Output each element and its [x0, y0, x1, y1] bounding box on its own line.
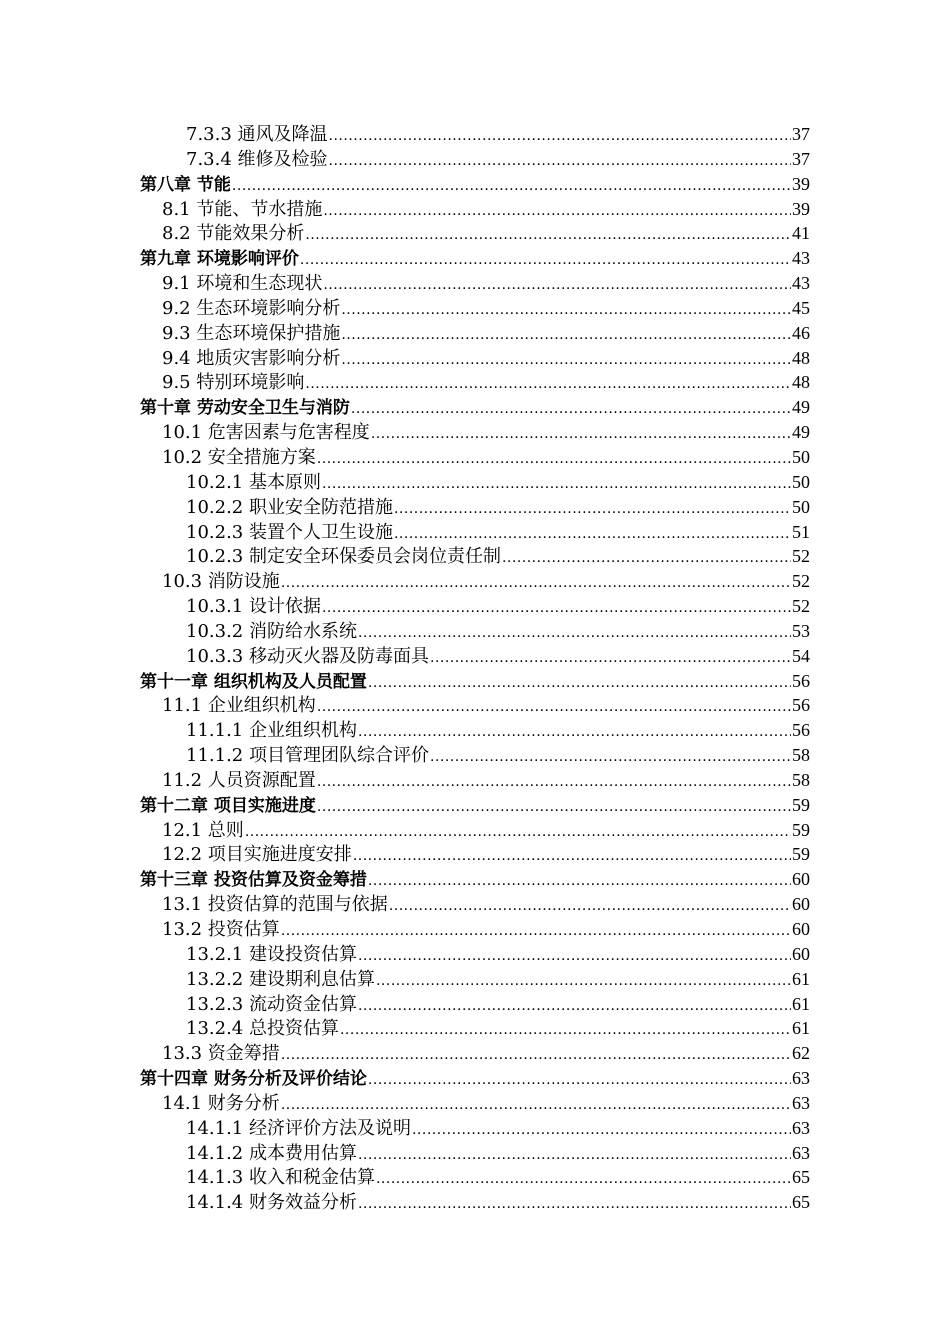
toc-entry-page-number: 50	[792, 496, 810, 517]
toc-entry-page-number: 48	[792, 372, 810, 393]
toc-entry-title: 10.3 消防设施	[162, 571, 280, 593]
toc-dot-leader	[245, 820, 791, 845]
toc-entry[interactable]	[140, 271, 810, 296]
toc-entry[interactable]	[140, 1091, 810, 1116]
toc-entry-title: 11.1.2 项目管理团队综合评价	[186, 745, 429, 767]
toc-entry[interactable]	[140, 892, 810, 917]
toc-entry-page-number: 61	[792, 1018, 810, 1039]
toc-entry-page-number: 61	[792, 993, 810, 1014]
toc-entry-title: 10.1 危害因素与危害程度	[162, 422, 370, 444]
toc-entry-title: 第十四章 财务分析及评价结论	[140, 1069, 367, 1090]
toc-entry-title: 14.1 财务分析	[162, 1092, 280, 1114]
toc-dot-leader	[300, 248, 791, 273]
toc-entry-title: 7.3.4 维修及检验	[186, 148, 328, 170]
toc-dot-leader	[317, 447, 791, 472]
toc-entry[interactable]	[140, 296, 810, 321]
toc-dot-leader	[358, 720, 791, 745]
toc-entry-page-number: 63	[792, 1142, 810, 1163]
toc-entry-title: 14.1.1 经济评价方法及说明	[186, 1117, 411, 1139]
toc-entry[interactable]	[140, 197, 810, 222]
toc-dot-leader	[376, 969, 791, 994]
toc-entry[interactable]	[140, 917, 810, 942]
toc-entry-title: 12.2 项目实施进度安排	[162, 844, 352, 866]
toc-entry-page-number: 46	[792, 322, 810, 343]
toc-entry-page-number: 62	[792, 1043, 810, 1064]
toc-entry-page-number: 37	[792, 124, 810, 144]
toc-entry[interactable]	[140, 445, 810, 470]
toc-entry-title: 8.1 节能、节水措施	[162, 198, 323, 220]
toc-entry[interactable]	[140, 793, 810, 818]
toc-entry-title: 第十章 劳动安全卫生与消防	[140, 398, 350, 419]
toc-entry-title: 13.2.4 总投资估算	[186, 1018, 339, 1040]
toc-entry[interactable]	[140, 967, 810, 992]
toc-entry-page-number: 48	[792, 347, 810, 368]
toc-entry-page-number: 61	[792, 968, 810, 989]
toc-entry[interactable]	[140, 520, 810, 545]
toc-dot-leader	[281, 571, 791, 596]
toc-dot-leader	[322, 472, 791, 497]
toc-entry-page-number: 63	[792, 1068, 810, 1089]
toc-dot-leader	[389, 894, 791, 919]
toc-entry-page-number: 52	[792, 546, 810, 567]
toc-entry-title: 9.1 环境和生态现状	[162, 273, 323, 295]
toc-entry[interactable]	[140, 395, 810, 420]
toc-entry[interactable]	[140, 644, 810, 669]
toc-entry-title: 12.1 总则	[162, 819, 244, 841]
toc-entry[interactable]	[140, 619, 810, 644]
toc-entry-page-number: 50	[792, 446, 810, 467]
toc-entry[interactable]	[140, 743, 810, 768]
toc-entry-page-number: 53	[792, 620, 810, 641]
toc-dot-leader	[317, 795, 791, 820]
toc-entry[interactable]	[140, 1116, 810, 1141]
toc-entry-title: 9.3 生态环境保护措施	[162, 322, 341, 344]
toc-entry-page-number: 63	[792, 1092, 810, 1113]
toc-entry[interactable]	[140, 768, 810, 793]
toc-entry-title: 13.2.3 流动资金估算	[186, 993, 357, 1015]
toc-dot-leader	[351, 397, 791, 422]
toc-entry-title: 14.1.2 成本费用估算	[186, 1142, 357, 1164]
toc-entry[interactable]	[140, 818, 810, 843]
toc-dot-leader	[368, 1068, 791, 1093]
toc-dot-leader	[232, 174, 791, 199]
toc-entry-title: 7.3.3 通风及降温	[186, 124, 328, 145]
toc-entry-title: 9.5 特别环境影响	[162, 372, 305, 394]
toc-dot-leader	[317, 695, 791, 720]
toc-entry-page-number: 52	[792, 596, 810, 617]
toc-dot-leader	[329, 149, 791, 174]
toc-dot-leader	[376, 1167, 791, 1192]
toc-entry-title: 10.3.2 消防给水系统	[186, 620, 357, 642]
toc-dot-leader	[502, 546, 791, 571]
toc-entry-page-number: 41	[792, 223, 810, 244]
toc-entry-page-number: 60	[792, 869, 810, 890]
toc-entry[interactable]	[140, 867, 810, 892]
toc-dot-leader	[358, 1192, 791, 1217]
toc-entry-title: 第九章 环境影响评价	[140, 249, 299, 270]
toc-entry-page-number: 39	[792, 198, 810, 219]
toc-entry[interactable]	[140, 693, 810, 718]
toc-entry[interactable]	[140, 122, 810, 147]
toc-dot-leader	[394, 522, 791, 547]
toc-entry-title: 第十二章 项目实施进度	[140, 795, 316, 816]
toc-entry-title: 10.3.3 移动灭火器及防毒面具	[186, 645, 429, 667]
toc-dot-leader	[322, 596, 791, 621]
toc-entry-title: 14.1.4 财务效益分析	[186, 1192, 357, 1214]
toc-entry-title: 13.1 投资估算的范围与依据	[162, 894, 388, 916]
toc-entry-title: 第十三章 投资估算及资金筹措	[140, 870, 367, 891]
toc-entry[interactable]	[140, 1066, 810, 1091]
toc-entry-page-number: 51	[792, 521, 810, 542]
toc-entry-page-number: 49	[792, 397, 810, 418]
toc-entry-title: 10.3.1 设计依据	[186, 596, 321, 618]
toc-entry-page-number: 39	[792, 173, 810, 194]
toc-entry-page-number: 60	[792, 943, 810, 964]
toc-entry[interactable]	[140, 370, 810, 395]
toc-dot-leader	[371, 422, 791, 447]
toc-entry-title: 11.1.1 企业组织机构	[186, 720, 357, 742]
toc-entry-title: 13.2.2 建设期利息估算	[186, 968, 375, 990]
toc-entry[interactable]	[140, 1016, 810, 1041]
toc-dot-leader	[368, 671, 791, 696]
toc-entry[interactable]	[140, 346, 810, 371]
toc-entry-title: 10.2.1 基本原则	[186, 471, 321, 493]
toc-entry-page-number: 65	[792, 1192, 810, 1213]
toc-entry[interactable]	[140, 147, 810, 172]
toc-dot-leader	[305, 372, 791, 397]
toc-entry[interactable]	[140, 942, 810, 967]
toc-dot-leader	[305, 223, 791, 248]
toc-dot-leader	[358, 1143, 791, 1168]
toc-entry[interactable]	[140, 992, 810, 1017]
toc-entry-page-number: 54	[792, 645, 810, 666]
toc-dot-leader	[323, 273, 791, 298]
toc-entry-page-number: 52	[792, 571, 810, 592]
toc-entry-page-number: 59	[792, 844, 810, 865]
toc-entry-page-number: 49	[792, 422, 810, 443]
toc-entry-page-number: 56	[792, 720, 810, 741]
toc-entry[interactable]	[140, 470, 810, 495]
toc-dot-leader	[368, 869, 791, 894]
toc-entry[interactable]	[140, 594, 810, 619]
toc-dot-leader	[340, 1018, 791, 1043]
toc-entry[interactable]	[140, 221, 810, 246]
toc-entry-page-number: 37	[792, 148, 810, 169]
toc-entry-title: 11.2 人员资源配置	[162, 769, 316, 791]
toc-entry-page-number: 63	[792, 1117, 810, 1138]
toc-entry[interactable]	[140, 1165, 810, 1190]
toc-entry-page-number: 50	[792, 471, 810, 492]
toc-entry-page-number: 65	[792, 1167, 810, 1188]
toc-dot-leader	[323, 199, 791, 224]
toc-entry-title: 14.1.3 收入和税金估算	[186, 1167, 375, 1189]
toc-entry-page-number: 60	[792, 919, 810, 939]
toc-entry-page-number: 56	[792, 695, 810, 716]
toc-entry-title: 10.2.3 制定安全环保委员会岗位责任制	[186, 546, 501, 568]
toc-dot-leader	[353, 844, 791, 869]
toc-entry-title: 9.2 生态环境影响分析	[162, 297, 341, 319]
toc-entry-title: 13.2.1 建设投资估算	[186, 943, 357, 965]
toc-dot-leader	[412, 1118, 791, 1143]
toc-entry-title: 8.2 节能效果分析	[162, 223, 305, 245]
toc-entry-title: 11.1 企业组织机构	[162, 695, 316, 717]
toc-entry[interactable]	[140, 718, 810, 743]
toc-dot-leader	[341, 298, 791, 323]
toc-entry-title: 第十一章 组织机构及人员配置	[140, 671, 367, 692]
toc-entry[interactable]	[140, 569, 810, 594]
toc-entry[interactable]	[140, 1141, 810, 1166]
toc-dot-leader	[329, 124, 791, 149]
toc-dot-leader	[394, 497, 791, 522]
toc-entry[interactable]	[140, 420, 810, 445]
toc-dot-leader	[281, 1043, 791, 1068]
toc-entry-page-number: 58	[792, 745, 810, 766]
toc-dot-leader	[430, 646, 791, 671]
toc-entry-page-number: 58	[792, 769, 810, 790]
toc-dot-leader	[317, 770, 791, 795]
toc-entry-title: 10.2.3 装置个人卫生设施	[186, 521, 393, 543]
toc-entry-title: 第八章 节能	[140, 174, 231, 195]
toc-dot-leader	[358, 994, 791, 1019]
toc-entry-title: 13.2 投资估算	[162, 919, 280, 940]
toc-dot-leader	[358, 621, 791, 646]
toc-entry-page-number: 60	[792, 894, 810, 915]
toc-entry-page-number: 43	[792, 248, 810, 269]
toc-entry[interactable]	[140, 1041, 810, 1066]
toc-entry-title: 13.3 资金筹措	[162, 1043, 280, 1065]
toc-entry-title: 10.2.2 职业安全防范措施	[186, 496, 393, 518]
toc-entry-page-number: 45	[792, 297, 810, 318]
table-of-contents	[140, 122, 810, 1215]
toc-entry[interactable]	[140, 842, 810, 867]
toc-entry[interactable]	[140, 1190, 810, 1215]
toc-dot-leader	[341, 348, 791, 373]
toc-entry-page-number: 59	[792, 794, 810, 815]
toc-dot-leader	[281, 1093, 791, 1118]
toc-entry-page-number: 43	[792, 273, 810, 294]
toc-entry-page-number: 56	[792, 670, 810, 691]
toc-entry[interactable]	[140, 669, 810, 694]
toc-entry-title: 9.4 地质灾害影响分析	[162, 347, 341, 369]
toc-entry[interactable]	[140, 246, 810, 271]
toc-dot-leader	[358, 944, 791, 969]
toc-dot-leader	[341, 323, 791, 348]
toc-dot-leader	[430, 745, 791, 770]
toc-entry-page-number: 59	[792, 819, 810, 840]
toc-entry-title: 10.2 安全措施方案	[162, 446, 316, 468]
toc-entry[interactable]	[140, 172, 810, 197]
toc-entry[interactable]	[140, 321, 810, 346]
toc-dot-leader	[281, 919, 791, 944]
toc-entry[interactable]	[140, 495, 810, 520]
toc-entry[interactable]	[140, 544, 810, 569]
